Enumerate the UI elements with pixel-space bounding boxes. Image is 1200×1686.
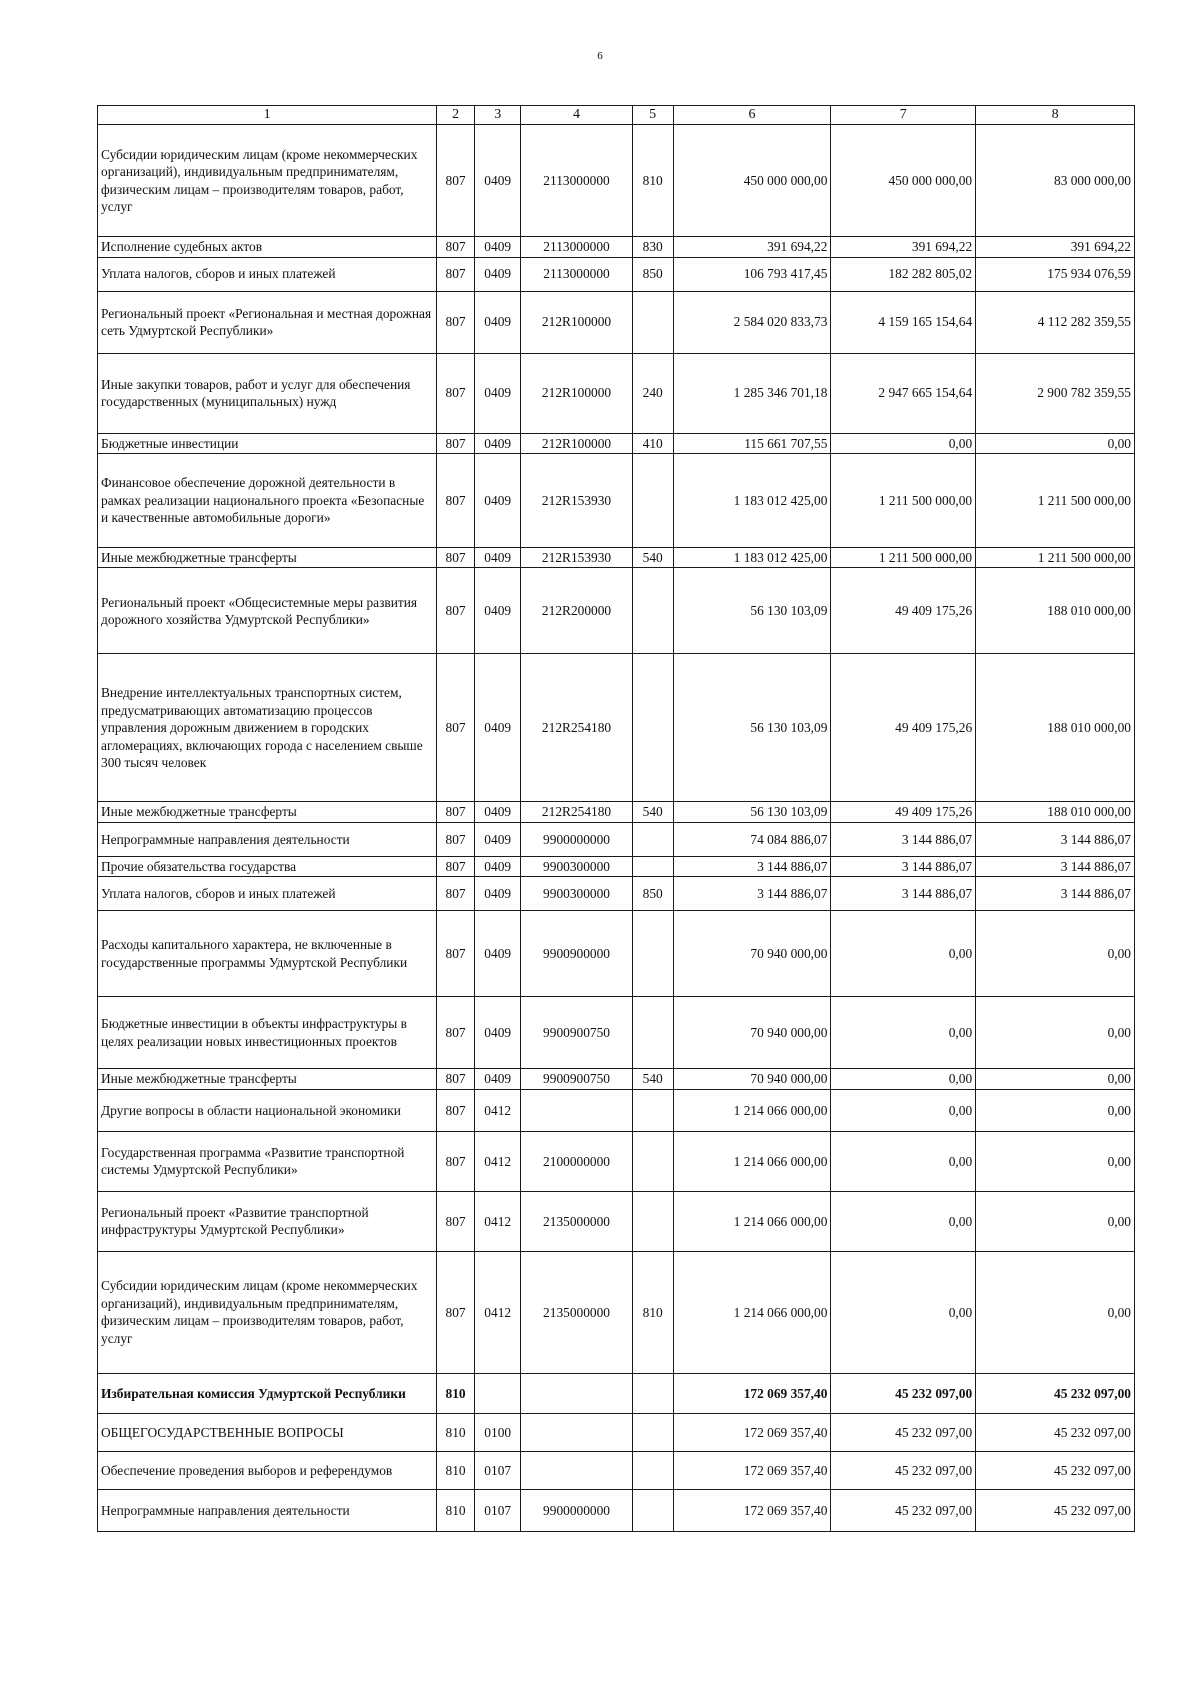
row-name: Бюджетные инвестиции в объекты инфраструктуры в целях реализации новых инвестиционных проектов [98,997,437,1069]
row-ministry-code: 807 [437,856,475,876]
row-name: Прочие обязательства государства [98,856,437,876]
row-name: Непрограммные направления деятельности [98,1489,437,1531]
row-name: Расходы капитального характера, не включенные в государственные программы Удмуртской Республики [98,911,437,997]
row-amount-6: 1 183 012 425,00 [673,548,831,568]
row-amount-7: 49 409 175,26 [831,802,976,822]
row-ministry-code: 810 [437,1373,475,1413]
row-target-code: 9900300000 [521,877,632,911]
row-amount-6: 70 940 000,00 [673,1069,831,1089]
row-target-code: 9900000000 [521,1489,632,1531]
row-target-code: 2113000000 [521,237,632,257]
budget-table [97,105,1135,1532]
row-name: Субсидии юридическим лицам (кроме некоммерческих организаций), индивидуальным предпринимателям, физическим лицам – производителям товаров, работ, услуг [98,1251,437,1373]
row-amount-6: 2 584 020 833,73 [673,291,831,353]
row-ministry-code: 807 [437,1191,475,1251]
row-amount-7: 0,00 [831,997,976,1069]
row-expense-type [632,1451,673,1489]
row-name: Непрограммные направления деятельности [98,822,437,856]
row-name: Уплата налогов, сборов и иных платежей [98,877,437,911]
row-expense-type: 240 [632,353,673,433]
row-name: Обеспечение проведения выборов и референдумов [98,1451,437,1489]
row-name: Региональный проект «Региональная и местная дорожная сеть Удмуртской Республики» [98,291,437,353]
table-row [98,568,1135,654]
row-amount-7: 45 232 097,00 [831,1413,976,1451]
row-target-code: 9900000000 [521,822,632,856]
table-row [98,454,1135,548]
row-amount-7: 45 232 097,00 [831,1489,976,1531]
row-ministry-code: 807 [437,822,475,856]
row-name: Внедрение интеллектуальных транспортных систем, предусматривающих автоматизацию процессов управления дорожным движением в городских агломерациях, включающих города с населением свыше 300 тысяч человек [98,654,437,802]
row-section-code: 0409 [474,433,520,453]
row-ministry-code: 807 [437,1089,475,1131]
row-section-code: 0409 [474,548,520,568]
row-section-code: 0409 [474,237,520,257]
row-amount-7: 3 144 886,07 [831,822,976,856]
row-section-code: 0409 [474,997,520,1069]
row-ministry-code: 807 [437,1251,475,1373]
row-section-code [474,1373,520,1413]
row-expense-type [632,856,673,876]
row-ministry-code: 807 [437,291,475,353]
row-target-code: 2113000000 [521,125,632,237]
row-section-code: 0409 [474,802,520,822]
row-amount-6: 172 069 357,40 [673,1489,831,1531]
row-amount-7: 0,00 [831,1069,976,1089]
row-amount-7: 4 159 165 154,64 [831,291,976,353]
table-row [98,237,1135,257]
table-row [98,802,1135,822]
table-row [98,1413,1135,1451]
row-target-code: 2135000000 [521,1191,632,1251]
table-row [98,1373,1135,1413]
row-amount-6: 56 130 103,09 [673,568,831,654]
row-target-code [521,1373,632,1413]
row-amount-8: 0,00 [976,1089,1135,1131]
row-amount-8: 1 211 500 000,00 [976,454,1135,548]
row-section-code: 0409 [474,454,520,548]
row-expense-type [632,822,673,856]
row-section-code: 0409 [474,257,520,291]
row-amount-6: 70 940 000,00 [673,911,831,997]
row-amount-8: 1 211 500 000,00 [976,548,1135,568]
row-section-code: 0409 [474,125,520,237]
row-expense-type: 830 [632,237,673,257]
table-row [98,125,1135,237]
row-expense-type: 540 [632,1069,673,1089]
row-amount-7: 49 409 175,26 [831,654,976,802]
header-row [98,106,1135,125]
row-target-code: 2100000000 [521,1131,632,1191]
row-expense-type: 850 [632,877,673,911]
row-amount-8: 45 232 097,00 [976,1489,1135,1531]
table-row [98,353,1135,433]
row-name: Финансовое обеспечение дорожной деятельности в рамках реализации национального проекта «Безопасные и качественные автомобильные дороги» [98,454,437,548]
table-row [98,548,1135,568]
header-col-2: 2 [437,106,475,125]
row-expense-type: 540 [632,548,673,568]
row-name: Иные межбюджетные трансферты [98,802,437,822]
row-name: ОБЩЕГОСУДАРСТВЕННЫЕ ВОПРОСЫ [98,1413,437,1451]
row-target-code: 212R100000 [521,353,632,433]
row-amount-8: 0,00 [976,1131,1135,1191]
row-ministry-code: 807 [437,353,475,433]
table-row [98,1451,1135,1489]
row-target-code: 9900900000 [521,911,632,997]
row-amount-8: 45 232 097,00 [976,1451,1135,1489]
row-amount-8: 45 232 097,00 [976,1373,1135,1413]
row-target-code: 212R100000 [521,291,632,353]
row-amount-6: 172 069 357,40 [673,1413,831,1451]
table-row [98,877,1135,911]
row-amount-8: 175 934 076,59 [976,257,1135,291]
row-amount-6: 56 130 103,09 [673,802,831,822]
row-amount-6: 3 144 886,07 [673,877,831,911]
row-amount-6: 74 084 886,07 [673,822,831,856]
row-name: Государственная программа «Развитие транспортной системы Удмуртской Республики» [98,1131,437,1191]
row-amount-6: 56 130 103,09 [673,654,831,802]
row-name: Субсидии юридическим лицам (кроме некоммерческих организаций), индивидуальным предпринимателям, физическим лицам – производителям товаров, работ, услуг [98,125,437,237]
row-ministry-code: 807 [437,454,475,548]
table-row [98,1191,1135,1251]
row-name: Иные межбюджетные трансферты [98,548,437,568]
row-amount-8: 3 144 886,07 [976,877,1135,911]
row-ministry-code: 807 [437,911,475,997]
row-amount-6: 1 183 012 425,00 [673,454,831,548]
header-col-8: 8 [976,106,1135,125]
row-section-code: 0409 [474,353,520,433]
row-ministry-code: 807 [437,997,475,1069]
row-target-code: 212R153930 [521,454,632,548]
row-section-code: 0409 [474,856,520,876]
row-amount-8: 188 010 000,00 [976,568,1135,654]
row-amount-8: 0,00 [976,433,1135,453]
row-ministry-code: 807 [437,568,475,654]
row-expense-type [632,1191,673,1251]
row-section-code: 0409 [474,877,520,911]
row-section-code: 0409 [474,291,520,353]
table-row [98,822,1135,856]
row-amount-6: 70 940 000,00 [673,997,831,1069]
row-amount-7: 0,00 [831,911,976,997]
row-expense-type: 810 [632,1251,673,1373]
row-name: Иные межбюджетные трансферты [98,1069,437,1089]
row-amount-8: 188 010 000,00 [976,802,1135,822]
row-target-code: 9900900750 [521,1069,632,1089]
row-ministry-code: 807 [437,257,475,291]
row-target-code: 2135000000 [521,1251,632,1373]
row-target-code [521,1413,632,1451]
table-row [98,291,1135,353]
row-expense-type [632,1489,673,1531]
row-amount-7: 0,00 [831,1251,976,1373]
row-amount-7: 1 211 500 000,00 [831,548,976,568]
row-amount-7: 45 232 097,00 [831,1373,976,1413]
row-section-code: 0412 [474,1089,520,1131]
table-row [98,911,1135,997]
header-col-3: 3 [474,106,520,125]
row-target-code: 212R200000 [521,568,632,654]
row-ministry-code: 810 [437,1413,475,1451]
row-name: Бюджетные инвестиции [98,433,437,453]
row-ministry-code: 810 [437,1489,475,1531]
row-amount-8: 4 112 282 359,55 [976,291,1135,353]
row-amount-7: 3 144 886,07 [831,856,976,876]
row-expense-type [632,1373,673,1413]
header-col-5: 5 [632,106,673,125]
row-ministry-code: 807 [437,802,475,822]
header-col-4: 4 [521,106,632,125]
row-amount-8: 3 144 886,07 [976,822,1135,856]
table-row [98,1069,1135,1089]
row-amount-8: 0,00 [976,997,1135,1069]
table-row [98,1089,1135,1131]
table-row [98,997,1135,1069]
row-name: Региональный проект «Общесистемные меры развития дорожного хозяйства Удмуртской Республики» [98,568,437,654]
row-amount-7: 1 211 500 000,00 [831,454,976,548]
row-ministry-code: 807 [437,125,475,237]
row-name: Избирательная комиссия Удмуртской Республики [98,1373,437,1413]
row-ministry-code: 807 [437,1069,475,1089]
row-name: Уплата налогов, сборов и иных платежей [98,257,437,291]
page-number: 6 [597,50,603,62]
row-ministry-code: 807 [437,877,475,911]
row-amount-8: 0,00 [976,911,1135,997]
row-section-code: 0107 [474,1489,520,1531]
row-section-code: 0409 [474,654,520,802]
row-amount-6: 391 694,22 [673,237,831,257]
row-amount-7: 0,00 [831,1131,976,1191]
row-amount-7: 3 144 886,07 [831,877,976,911]
row-amount-7: 49 409 175,26 [831,568,976,654]
row-expense-type [632,654,673,802]
row-expense-type [632,1131,673,1191]
row-ministry-code: 810 [437,1451,475,1489]
row-target-code: 212R254180 [521,802,632,822]
row-target-code: 2113000000 [521,257,632,291]
row-amount-7: 450 000 000,00 [831,125,976,237]
row-amount-8: 2 900 782 359,55 [976,353,1135,433]
row-amount-6: 3 144 886,07 [673,856,831,876]
table-row [98,1489,1135,1531]
row-section-code: 0409 [474,568,520,654]
row-amount-8: 0,00 [976,1069,1135,1089]
row-amount-7: 0,00 [831,1089,976,1131]
row-section-code: 0412 [474,1131,520,1191]
row-name: Иные закупки товаров, работ и услуг для обеспечения государственных (муниципальных) нужд [98,353,437,433]
row-expense-type [632,1413,673,1451]
row-expense-type [632,911,673,997]
row-target-code: 212R153930 [521,548,632,568]
row-target-code: 9900300000 [521,856,632,876]
row-amount-7: 0,00 [831,433,976,453]
row-amount-7: 45 232 097,00 [831,1451,976,1489]
row-name: Другие вопросы в области национальной экономики [98,1089,437,1131]
row-section-code: 0107 [474,1451,520,1489]
row-expense-type: 410 [632,433,673,453]
row-section-code: 0409 [474,1069,520,1089]
row-amount-6: 450 000 000,00 [673,125,831,237]
row-name: Региональный проект «Развитие транспортной инфраструктуры Удмуртской Республики» [98,1191,437,1251]
row-amount-7: 2 947 665 154,64 [831,353,976,433]
row-expense-type [632,1089,673,1131]
row-section-code: 0412 [474,1251,520,1373]
row-amount-6: 1 214 066 000,00 [673,1251,831,1373]
row-expense-type [632,997,673,1069]
row-amount-8: 83 000 000,00 [976,125,1135,237]
row-ministry-code: 807 [437,433,475,453]
row-amount-6: 172 069 357,40 [673,1373,831,1413]
header-col-6: 6 [673,106,831,125]
table-row [98,433,1135,453]
row-amount-8: 391 694,22 [976,237,1135,257]
row-amount-7: 182 282 805,02 [831,257,976,291]
table-row [98,1251,1135,1373]
row-ministry-code: 807 [437,1131,475,1191]
row-ministry-code: 807 [437,548,475,568]
table-row [98,654,1135,802]
table-row [98,257,1135,291]
row-target-code [521,1089,632,1131]
row-expense-type: 850 [632,257,673,291]
row-amount-8: 45 232 097,00 [976,1413,1135,1451]
row-target-code: 212R100000 [521,433,632,453]
row-amount-7: 0,00 [831,1191,976,1251]
row-amount-6: 1 285 346 701,18 [673,353,831,433]
row-amount-6: 172 069 357,40 [673,1451,831,1489]
row-section-code: 0409 [474,822,520,856]
row-target-code: 9900900750 [521,997,632,1069]
header-col-1: 1 [98,106,437,125]
table-row [98,1131,1135,1191]
row-target-code: 212R254180 [521,654,632,802]
row-target-code [521,1451,632,1489]
row-expense-type [632,291,673,353]
row-amount-6: 106 793 417,45 [673,257,831,291]
row-amount-6: 115 661 707,55 [673,433,831,453]
row-amount-6: 1 214 066 000,00 [673,1191,831,1251]
row-amount-8: 188 010 000,00 [976,654,1135,802]
row-section-code: 0412 [474,1191,520,1251]
row-section-code: 0409 [474,911,520,997]
table-row [98,856,1135,876]
row-expense-type: 540 [632,802,673,822]
row-expense-type: 810 [632,125,673,237]
row-amount-8: 0,00 [976,1251,1135,1373]
row-amount-8: 0,00 [976,1191,1135,1251]
row-amount-7: 391 694,22 [831,237,976,257]
row-amount-8: 3 144 886,07 [976,856,1135,876]
row-ministry-code: 807 [437,237,475,257]
row-expense-type [632,568,673,654]
row-section-code: 0100 [474,1413,520,1451]
row-ministry-code: 807 [437,654,475,802]
row-amount-6: 1 214 066 000,00 [673,1131,831,1191]
row-expense-type [632,454,673,548]
row-name: Исполнение судебных актов [98,237,437,257]
header-col-7: 7 [831,106,976,125]
row-amount-6: 1 214 066 000,00 [673,1089,831,1131]
